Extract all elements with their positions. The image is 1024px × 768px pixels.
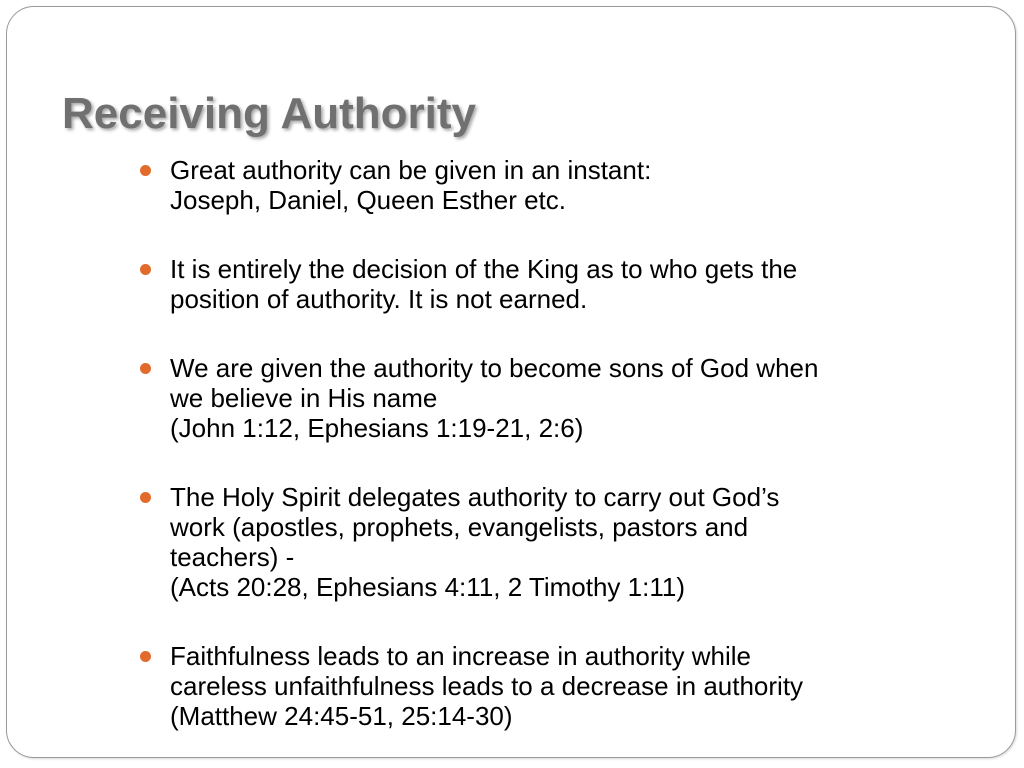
bullet-text-line: (Acts 20:28, Ephesians 4:11, 2 Timothy 1:11): [170, 572, 685, 602]
bullet-dot-icon: [140, 651, 151, 662]
bullet-text-line: (John 1:12, Ephesians 1:19-21, 2:6): [170, 413, 584, 443]
bullet-item: [138, 641, 968, 731]
bullet-item: [138, 155, 968, 215]
bullet-dot-icon: [140, 363, 151, 374]
bullet-item: [138, 482, 968, 602]
bullet-item: [138, 254, 968, 314]
bullet-text-line: We are given the authority to become sons of God when: [170, 353, 819, 383]
bullet-text-line: It is entirely the decision of the King as to who gets the: [170, 254, 798, 284]
bullet-text-line: position of authority. It is not earned.: [170, 284, 588, 314]
bullet-text-line: careless unfaithfulness leads to a decrease in authority: [170, 671, 804, 701]
bullet-dot-icon: [140, 264, 151, 275]
bullet-text-line: Joseph, Daniel, Queen Esther etc.: [170, 185, 567, 215]
bullet-dot-icon: [140, 492, 151, 503]
bullet-dot-icon: [140, 165, 151, 176]
bullet-text-line: (Matthew 24:45-51, 25:14-30): [170, 701, 513, 731]
bullet-text-line: Faithfulness leads to an increase in authority while: [170, 641, 751, 671]
bullet-text-line: teachers) -: [170, 542, 295, 572]
slide-title: Receiving Authority: [62, 89, 476, 138]
bullet-list: [138, 155, 968, 731]
bullet-text-line: work (apostles, prophets, evangelists, pastors and: [170, 512, 749, 542]
bullet-text-line: Great authority can be given in an instant:: [170, 155, 652, 185]
bullet-text-line: The Holy Spirit delegates authority to carry out God’s: [170, 482, 780, 512]
bullet-item: [138, 353, 968, 443]
bullet-text-line: we believe in His name: [170, 383, 438, 413]
